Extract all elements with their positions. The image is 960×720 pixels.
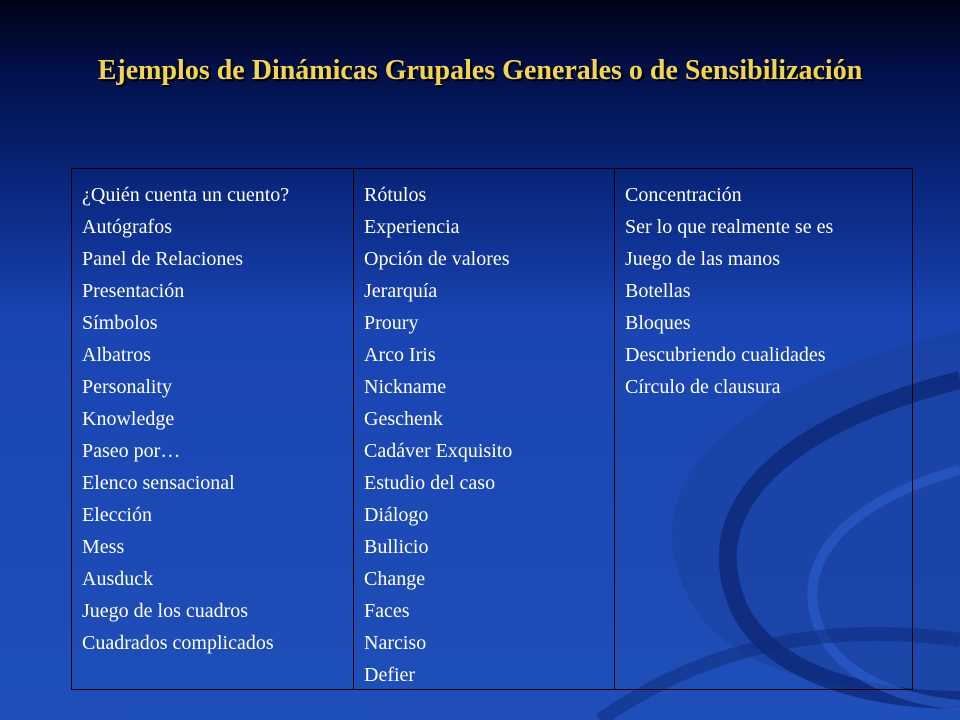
list-item: Cuadrados complicados: [82, 632, 274, 654]
list-item: Faces: [364, 600, 410, 622]
list-item: Jerarquía: [364, 280, 438, 302]
list-item: Círculo de clausura: [625, 376, 781, 398]
list-item: Descubriendo cualidades: [625, 344, 826, 366]
list-item: Change: [364, 568, 426, 590]
table-column-2: [353, 169, 614, 689]
list-item: Presentación: [82, 280, 185, 302]
list-item: Knowledge: [82, 408, 175, 430]
list-item: Nickname: [364, 376, 447, 398]
list-item: Juego de los cuadros: [82, 600, 249, 622]
list-item: Defier: [364, 664, 416, 686]
table-column-1: [72, 169, 353, 689]
list-item: Panel de Relaciones: [82, 248, 244, 270]
list-item: Mess: [82, 536, 125, 558]
list-item: Albatros: [82, 344, 151, 366]
list-item: Experiencia: [364, 216, 460, 238]
list-item: Opción de valores: [364, 248, 510, 270]
list-item: ¿Quién cuenta un cuento?: [82, 184, 290, 206]
table-column-3: [614, 169, 912, 689]
list-item: Narciso: [364, 632, 427, 654]
list-item: Diálogo: [364, 504, 429, 526]
list-item: Ausduck: [82, 568, 154, 590]
list-item: Paseo por…: [82, 440, 181, 462]
list-item: Geschenk: [364, 408, 443, 430]
list-item: Autógrafos: [82, 216, 172, 238]
list-item: Elenco sensacional: [82, 472, 235, 494]
list-item: Juego de las manos: [625, 248, 780, 270]
list-item: Bullicio: [364, 536, 429, 558]
list-item: Estudio del caso: [364, 472, 496, 494]
dynamics-table: [71, 168, 913, 690]
list-item: Símbolos: [82, 312, 158, 334]
list-item: Concentración: [625, 184, 742, 206]
list-item: Arco Iris: [364, 344, 436, 366]
list-item: Rótulos: [364, 184, 427, 206]
list-item: Ser lo que realmente se es: [625, 216, 834, 238]
list-item: Proury: [364, 312, 419, 334]
list-item: Bloques: [625, 312, 691, 334]
list-item: Botellas: [625, 280, 691, 302]
slide-title: Ejemplos de Dinámicas Grupales Generales o de Sensibilización: [97, 55, 863, 86]
list-item: Personality: [82, 376, 172, 398]
list-item: Cadáver Exquisito: [364, 440, 513, 462]
list-item: Elección: [82, 504, 152, 526]
